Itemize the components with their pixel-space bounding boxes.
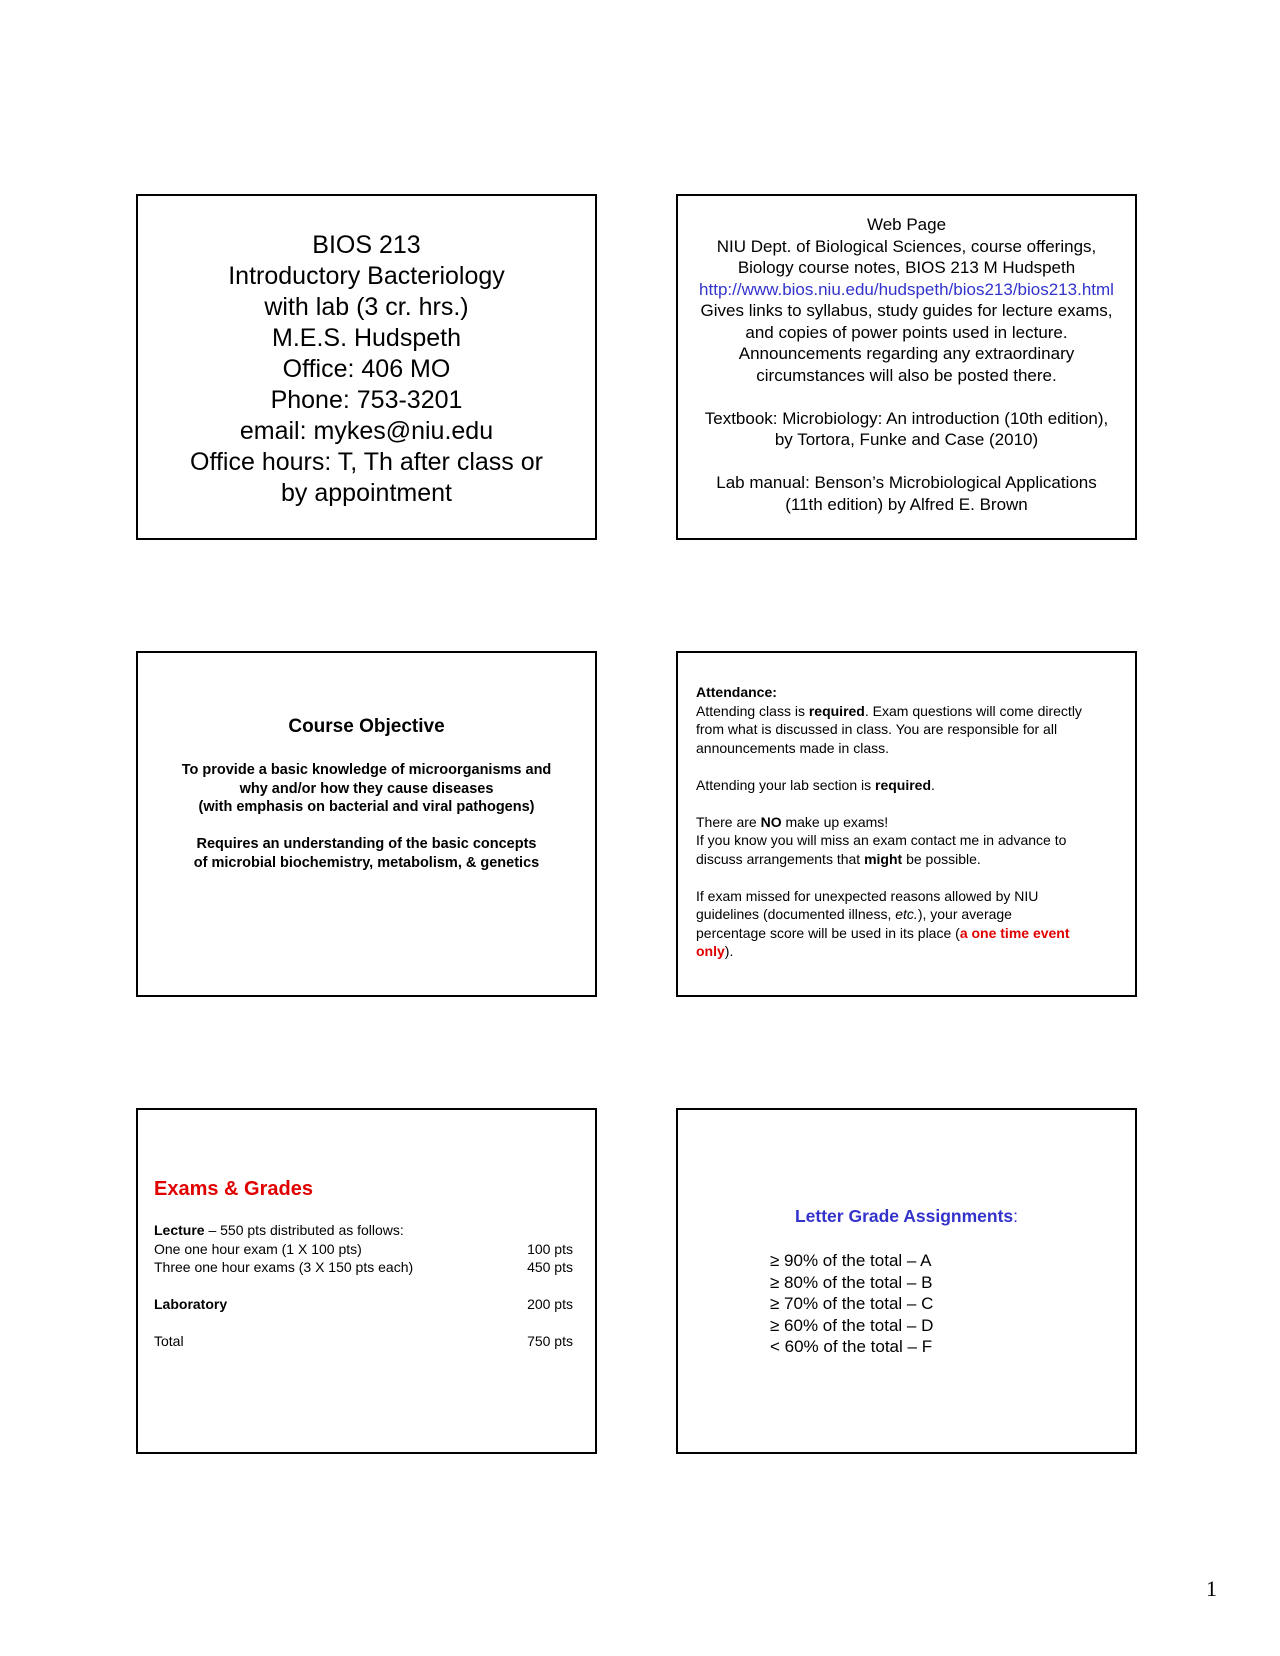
slide-attendance: [676, 651, 1137, 997]
objective-line: To provide a basic knowledge of microorganisms and: [181, 762, 552, 778]
web-page-line: and copies of power points used in lecture.: [745, 322, 1068, 342]
makeup-line: If you know you will miss an exam contact me in advance to: [696, 832, 1067, 848]
grade-list: [770, 1250, 933, 1358]
slide-course-objective: [136, 651, 597, 997]
makeup-line: There are NO make up exams!: [696, 813, 889, 830]
missed-exam-line: percentage score will be used in its place (a one time event: [696, 924, 1070, 941]
points-row: One one hour exam (1 X 100 pts) 100 pts: [154, 1240, 573, 1257]
instructor-name: M.E.S. Hudspeth: [272, 324, 461, 352]
attendance-para-line: Attending class is required. Exam questions will come directly: [696, 702, 1082, 719]
letter-grade-title: Letter Grade Assignments:: [794, 1206, 1019, 1226]
points-breakdown: [154, 1221, 573, 1351]
office-location: Office: 406 MO: [282, 355, 451, 383]
office-hours: Office hours: T, Th after class or: [190, 448, 543, 476]
grade-item: ≥ 60% of the total – D: [770, 1315, 934, 1335]
grade-item: ≥ 70% of the total – C: [770, 1294, 934, 1313]
web-page-text: [678, 214, 1135, 515]
lecture-line: Lecture – 550 pts distributed as follows:: [154, 1222, 404, 1238]
requirement-line: Requires an understanding of the basic concepts: [196, 836, 537, 852]
missed-exam-line: guidelines (documented illness, etc.), your average: [696, 906, 1012, 922]
objective-text: [138, 761, 595, 872]
grade-item: ≥ 90% of the total – A: [770, 1251, 932, 1270]
total-row: Total 750 pts: [154, 1333, 573, 1349]
course-code: BIOS 213: [312, 231, 421, 259]
page-number: 1: [1206, 1576, 1217, 1601]
lab-attendance-line: Attending your lab section is required.: [696, 776, 935, 793]
web-page-line: NIU Dept. of Biological Sciences, course offerings,: [716, 236, 1097, 256]
slide-letter-grades: [676, 1108, 1137, 1454]
textbook-line: Textbook: Microbiology: An introduction (10th edition),: [704, 408, 1109, 428]
objective-title: Course Objective: [288, 716, 445, 737]
attendance-para-line: from what is discussed in class. You are responsible for all: [696, 721, 1058, 737]
objective-line: why and/or how they cause diseases: [239, 780, 494, 797]
requirement-line: of microbial biochemistry, metabolism, & genetics: [193, 854, 540, 871]
makeup-line: discuss arrangements that might be possible.: [696, 850, 981, 867]
textbook-authors: by Tortora, Funke and Case (2010): [774, 430, 1039, 449]
office-hours-cont: by appointment: [281, 479, 452, 507]
web-page-line: Announcements regarding any extraordinary: [738, 344, 1075, 363]
course-url-link[interactable]: http://www.bios.niu.edu/hudspeth/bios213/bios213.html: [699, 279, 1114, 299]
missed-exam-line: only).: [696, 943, 734, 959]
web-page-heading: Web Page: [866, 215, 947, 234]
lab-manual-line: Lab manual: Benson’s Microbiological Applications: [716, 473, 1097, 492]
course-credits: with lab (3 cr. hrs.): [264, 293, 469, 321]
slide-exams-grades: [136, 1108, 597, 1454]
web-page-line: circumstances will also be posted there.: [756, 365, 1057, 385]
attendance-para-line: announcements made in class.: [696, 739, 889, 756]
missed-exam-line: If exam missed for unexpected reasons allowed by NIU: [696, 887, 1039, 904]
phone-number: Phone: 753-3201: [270, 386, 463, 414]
course-info-text: [138, 230, 595, 509]
objective-line: (with emphasis on bacterial and viral pathogens): [198, 799, 535, 815]
course-title: Introductory Bacteriology: [228, 262, 505, 290]
slide-web-page: [676, 194, 1137, 540]
attendance-heading: Attendance:: [696, 684, 777, 700]
web-page-line: Biology course notes, BIOS 213 M Hudspeth: [737, 258, 1076, 277]
laboratory-row: Laboratory 200 pts: [154, 1296, 573, 1312]
email-address: email: mykes@niu.edu: [239, 417, 494, 445]
points-row: Three one hour exams (3 X 150 pts each) 450 pts: [154, 1259, 573, 1275]
web-page-line: Gives links to syllabus, study guides for lecture exams,: [700, 301, 1113, 320]
exams-grades-title: Exams & Grades: [154, 1178, 313, 1200]
grade-item: ≥ 80% of the total – B: [770, 1272, 933, 1292]
grade-item: < 60% of the total – F: [770, 1337, 933, 1356]
attendance-text: [696, 683, 1125, 961]
slide-course-info: [136, 194, 597, 540]
lab-manual-edition: (11th edition) by Alfred E. Brown: [785, 494, 1028, 514]
